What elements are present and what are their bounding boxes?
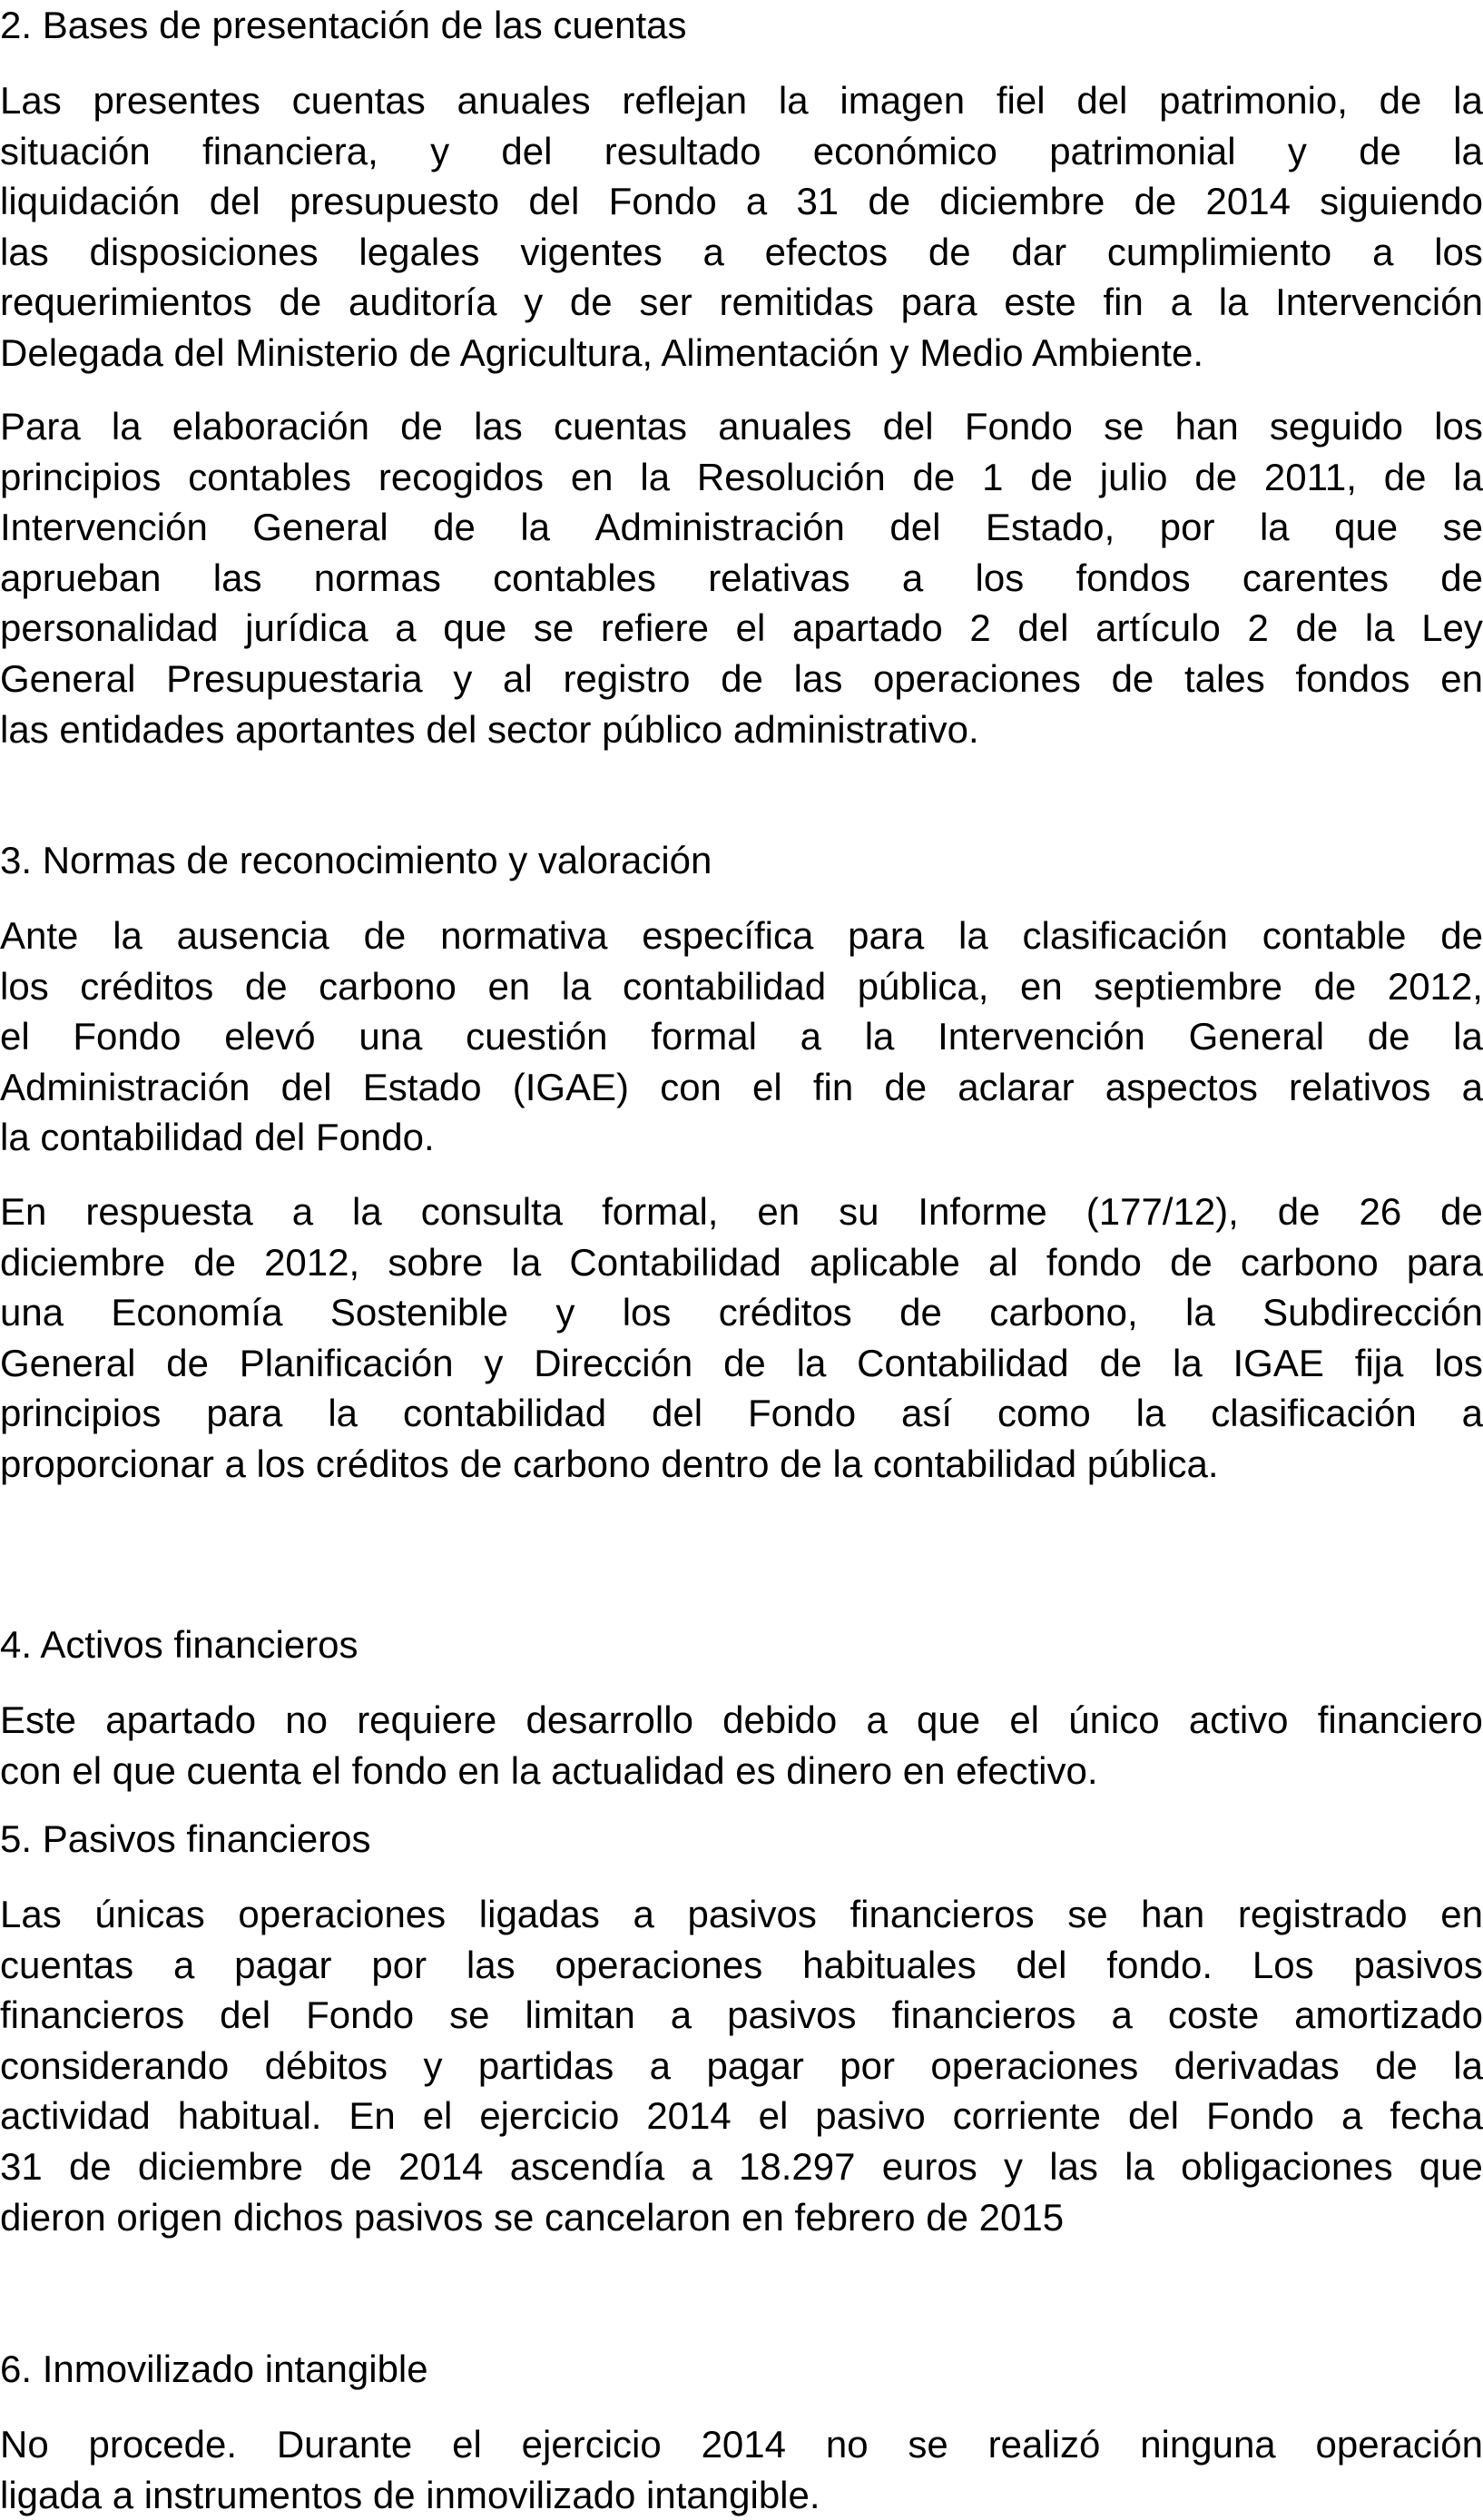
paragraph-normas-reconocimiento-1 (0, 911, 1483, 1163)
text-line: la contabilidad del Fondo. (0, 1116, 435, 1159)
section-heading-bases-presentacion: 2. Bases de presentación de las cuentas (0, 4, 687, 46)
text-line: cuentas a pagar por las operaciones habituales del fondo. Los pasivos (0, 1943, 1483, 1986)
text-line: financieros del Fondo se limitan a pasivos financieros a coste amortizado (0, 1993, 1483, 2037)
text-line: las disposiciones legales vigentes a efectos de dar cumplimiento a los (0, 230, 1483, 273)
text-line: Ante la ausencia de normativa específica para la clasificación contable de (0, 914, 1483, 957)
text-line: Para la elaboración de las cuentas anuales del Fondo se han seguido los (0, 405, 1483, 448)
text-line: Las únicas operaciones ligadas a pasivos financieros se han registrado en (0, 1893, 1483, 1935)
paragraph-bases-presentacion-1 (0, 75, 1483, 379)
paragraph-pasivos-financieros-1 (0, 1889, 1483, 2242)
text-line: con el que cuenta el fondo en la actualidad es dinero en efectivo. (0, 1748, 1098, 1792)
text-line: proporcionar a los créditos de carbono dentro de la contabilidad pública. (0, 1442, 1219, 1485)
text-line: principios para la contabilidad del Fondo así como la clasificación a (0, 1392, 1483, 1435)
text-line: las entidades aportantes del sector público administrativo. (0, 707, 979, 751)
text-line: Administración del Estado (IGAE) con el fin de aclarar aspectos relativos a (0, 1065, 1483, 1108)
text-line: Delegada del Ministerio de Agricultura, Alimentación y Medio Ambiente. (0, 330, 1204, 374)
section-heading-pasivos-financieros: 5. Pasivos financieros (0, 1817, 371, 1860)
text-line: actividad habitual. En el ejercicio 2014 el pasivo corriente del Fondo a fecha (0, 2094, 1483, 2138)
section-heading-inmovilizado-intangible: 6. Inmovilizado intangible (0, 2348, 428, 2390)
paragraph-activos-financieros-1 (0, 1695, 1483, 1796)
text-line: diciembre de 2012, sobre la Contabilidad aplicable al fondo de carbono para (0, 1240, 1483, 1284)
text-line: considerando débitos y partidas a pagar por operaciones derivadas de la (0, 2043, 1483, 2087)
text-line: los créditos de carbono en la contabilidad pública, en septiembre de 2012, (0, 964, 1483, 1008)
section-heading-normas-reconocimiento: 3. Normas de reconocimiento y valoración (0, 839, 712, 881)
text-line: liquidación del presupuesto del Fondo a 31 de diciembre de 2014 siguiendo (0, 180, 1483, 223)
text-line: dieron origen dichos pasivos se cancelaron en febrero de 2015 (0, 2195, 1065, 2239)
text-line: el Fondo elevó una cuestión formal a la Intervención General de la (0, 1015, 1483, 1058)
text-line: No procede. Durante el ejercicio 2014 no se realizó ninguna operación (0, 2423, 1483, 2466)
text-line: requerimientos de auditoría y de ser remitidas para este fin a la Intervención (0, 281, 1483, 324)
text-line: ligada a instrumentos de inmovilizado intangible. (0, 2473, 820, 2516)
text-line: personalidad jurídica a que se refiere el apartado 2 del artículo 2 de la Ley (0, 606, 1483, 650)
text-line: General de Planificación y Dirección de la Contabilidad de la IGAE fija los (0, 1341, 1483, 1384)
text-line: principios contables recogidos en la Resolución de 1 de julio de 2011, de la (0, 455, 1483, 498)
paragraph-normas-reconocimiento-2 (0, 1186, 1483, 1490)
text-line: situación financiera, y del resultado económico patrimonial y de la (0, 129, 1483, 172)
text-line: En respuesta a la consulta formal, en su Informe (177/12), de 26 de (0, 1190, 1483, 1233)
text-line: Las presentes cuentas anuales reflejan la imagen fiel del patrimonio, de la (0, 79, 1483, 122)
text-line: General Presupuestaria y al registro de las operaciones de tales fondos en (0, 656, 1483, 700)
text-line: 31 de diciembre de 2014 ascendía a 18.297 euros y las la obligaciones que (0, 2144, 1483, 2188)
text-line: aprueban las normas contables relativas a los fondos carentes de (0, 556, 1483, 599)
text-line: una Economía Sostenible y los créditos de carbono, la Subdirección (0, 1291, 1483, 1334)
text-line: Intervención General de la Administración del Estado, por la que se (0, 506, 1483, 549)
paragraph-bases-presentacion-2 (0, 401, 1483, 754)
paragraph-inmovilizado-intangible-1 (0, 2419, 1483, 2520)
section-heading-activos-financieros: 4. Activos financieros (0, 1623, 358, 1666)
text-line: Este apartado no requiere desarrollo debido a que el único activo financiero (0, 1698, 1483, 1741)
